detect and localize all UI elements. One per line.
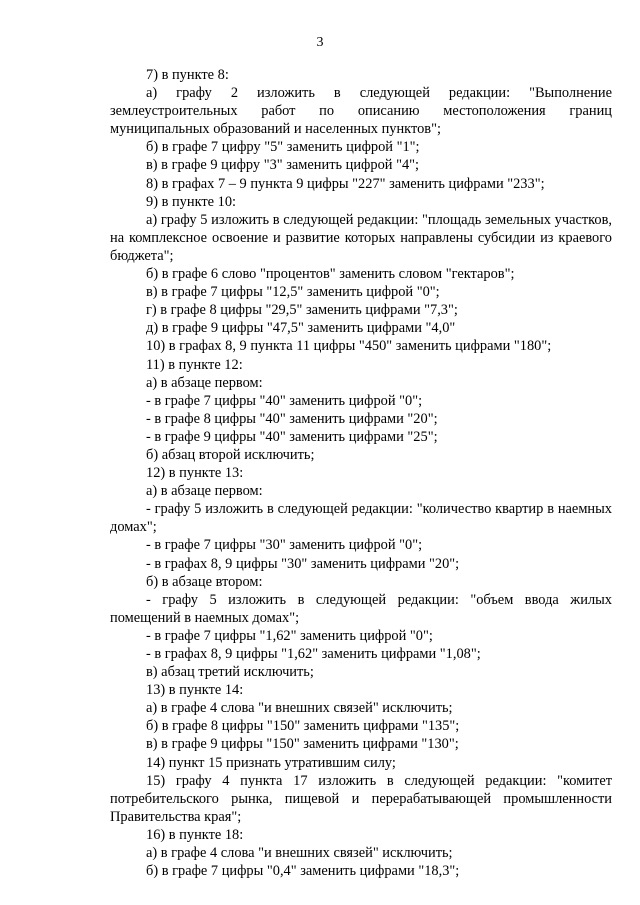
paragraph: - графу 5 изложить в следующей редакции: "объем ввода жилых помещений в наемных домах"; (110, 591, 612, 626)
paragraph: в) в графе 9 цифры "150" заменить цифрами "130"; (146, 736, 459, 753)
paragraph: в) в графе 7 цифры "12,5" заменить цифрой "0"; (146, 284, 440, 301)
paragraph: 8) в графах 7 – 9 пункта 9 цифры "227" заменить цифрами "233"; (146, 175, 545, 192)
paragraph: - в графах 8, 9 цифры "30" заменить цифрами "20"; (146, 555, 460, 572)
paragraph: г) в графе 8 цифры "29,5" заменить цифрами "7,3"; (146, 302, 458, 319)
paragraph: - в графе 7 цифры "30" заменить цифрой "0"; (146, 537, 423, 554)
paragraph: - в графе 7 цифры "1,62" заменить цифрой "0"; (146, 627, 433, 644)
paragraph: в) в графе 9 цифру "3" заменить цифрой "4"; (146, 157, 420, 174)
paragraph: 15) графу 4 пункта 17 изложить в следующей редакции: "комитет потребительского рынка, пищевой и перерабатывающей промышленности Правительства края"; (110, 772, 612, 825)
paragraph: 16) в пункте 18: (146, 826, 244, 843)
paragraph: а) в абзаце первом: (146, 483, 263, 500)
paragraph: 13) в пункте 14: (146, 682, 244, 699)
paragraph: - в графе 7 цифры "40" заменить цифрой "0"; (146, 392, 423, 409)
paragraph: б) в графе 8 цифры "150" заменить цифрами "135"; (146, 718, 460, 735)
paragraph: а) в абзаце первом: (146, 374, 263, 391)
paragraph: б) в графе 6 слово "процентов" заменить словом "гектаров"; (146, 266, 515, 283)
paragraph: - в графе 8 цифры "40" заменить цифрами "20"; (146, 410, 438, 427)
paragraph: а) графу 5 изложить в следующей редакции: "площадь земельных участков, на комплексное освоение и развитие которых направлены субсидии из краевого бюджета"; (110, 211, 612, 264)
paragraph: а) в графе 4 слова "и внешних связей" исключить; (146, 845, 453, 862)
paragraph: б) в графе 7 цифру "5" заменить цифрой "1"; (146, 139, 420, 156)
paragraph: 7) в пункте 8: (146, 67, 229, 83)
paragraph: а) графу 2 изложить в следующей редакции: "Выполнение землеустроительных работ по описанию местоположения границ муниципальных образований и населенных пунктов"; (110, 85, 612, 138)
paragraph: - графу 5 изложить в следующей редакции: "количество квартир в наемных домах"; (110, 501, 612, 536)
paragraph: - в графах 8, 9 цифры "1,62" заменить цифрами "1,08"; (146, 646, 481, 662)
paragraph: 9) в пункте 10: (146, 193, 237, 210)
page-number: 3 (316, 35, 324, 50)
paragraph: 12) в пункте 13: (146, 465, 244, 482)
paragraph: 11) в пункте 12: (146, 356, 243, 373)
document-body (110, 66, 612, 880)
paragraph: д) в графе 9 цифры "47,5" заменить цифрами "4,0" (146, 320, 456, 337)
paragraph: б) в абзаце втором: (146, 573, 263, 590)
paragraph: 14) пункт 15 признать утратившим силу; (146, 754, 396, 771)
paragraph: 10) в графах 8, 9 пункта 11 цифры "450" заменить цифрами "180"; (146, 338, 552, 355)
paragraph: а) в графе 4 слова "и внешних связей" исключить; (146, 700, 453, 717)
paragraph: б) в графе 7 цифры "0,4" заменить цифрами "18,3"; (146, 863, 460, 880)
paragraph: - в графе 9 цифры "40" заменить цифрами "25"; (146, 428, 438, 445)
paragraph: б) абзац второй исключить; (146, 446, 315, 463)
paragraph: в) абзац третий исключить; (146, 664, 314, 681)
